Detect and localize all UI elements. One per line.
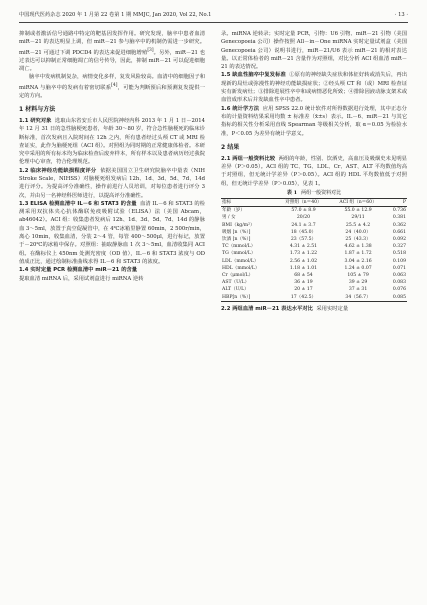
cell-control: 18（45.0） [290,229,317,235]
cell-p: 0.085 [386,294,407,302]
cell-aci: 55.0 ± 12.9 [344,208,372,214]
cell-p: 0.092 [392,237,406,243]
table-row [221,236,407,243]
cell-indicator: HDL（mmol/L） [222,265,260,271]
table-row [221,258,407,265]
cell-aci: 1.87 ± 1.72 [344,251,372,257]
table-row [221,265,407,272]
col-header-indicator: 指标 [221,199,277,207]
section-heading-methods: 1 材料与方法 [19,105,56,113]
subsection-title: 1.1 研究对象 [19,117,52,124]
section-heading-results: 2 结果 [221,143,240,151]
cell-aci: 3.04 ± 2.16 [344,258,372,264]
cell-p: 0.661 [392,229,406,235]
table-number: 表 1 [286,190,298,197]
page-number: · 13 · [394,12,408,18]
subsection-title: 2.1 两组一般资料比较 [221,155,276,162]
subsection-title: 1.6 统计学方法 [221,105,260,112]
cell-p: 0.071 [392,265,406,271]
cell-control: 4.31 ± 2.51 [289,244,318,250]
cell-p: 0.083 [392,280,406,286]
right-column [221,30,407,598]
cell-control: 17（42.5） [277,294,331,302]
cell-indicator: 饮酒 [n（%）] [222,237,251,243]
cell-aci: 39 ± 29 [348,280,368,286]
subsection-title: 1.3 ELISA 检测血清中 IL－6 和 STAT3 的含量 [19,200,137,207]
citation-ref: [3] [147,47,154,53]
subsection-text: 采用实时定量 [316,305,349,312]
cell-control: 68 ± 54 [294,273,313,279]
cell-indicator: 吸烟 [n（%）] [222,229,251,235]
subsection-title: 1.2 临床神经功能缺损程度评分 [19,167,97,174]
left-column [19,30,205,598]
table-row [221,243,407,250]
cell-aci: 4.62 ± 1.38 [344,244,372,250]
col-header-control: 对照组（n＝40） [277,199,331,207]
cell-control: 24.1 ± 3.7 [291,222,316,228]
subsection-title: 1.5 缺血性脑卒中复发标准 [221,72,286,79]
cell-aci: 25（43.3） [345,237,371,243]
cell-aci: 1.24 ± 0.07 [344,265,372,271]
running-header [19,11,408,23]
table-row [221,229,407,236]
subsection-text: 选取山东省安丘市人民医院神经内科 2013 年 1 月 1 日－2014 年 12 月 31 日的急性脑梗死患者，年龄 30～80 岁，符合急性脑梗死的临床诊断标准，首次发病且入院时间在 12h 之内，所有患者经过头颅 CT 或 MRI 检查证实，此作为脑梗死组（ACI 组）。对照组为同时期的正常健康体检者。本研究中采用的所有标本均为临床检查后废弃样本，所有样本以及患者病历经过我院伦理中心审查，符合伦理规范。 [19,117,205,166]
cell-aci: 37 ± 31 [348,287,368,293]
cell-control: 2.56 ± 1.02 [289,258,318,264]
cell-aci: 105 ± 79 [347,273,369,279]
subsection-text: 提取血清 miRNA 后，采用试剂盒进行 miRNA 逆转 [19,275,144,282]
citation-ref: [4] [111,82,118,88]
cell-control: 1.73 ± 1.22 [289,251,318,257]
table-1 [221,189,407,302]
col-header-aci: ACI 组（n＝60） [330,199,385,207]
subsection-2-2 [221,305,407,313]
subsection-1-3 [19,200,205,266]
cell-p: 0.362 [392,222,406,228]
cell-indicator: AST（U/L） [222,280,250,286]
table-header-row [221,199,407,207]
subsection-1-1 [19,117,205,167]
table-caption [221,189,407,198]
cell-control: 36 ± 19 [294,280,313,286]
cell-p: 0.381 [392,215,406,221]
cell-indicator: TG（mmol/L） [222,251,256,257]
cell-control: 20 ± 17 [294,287,313,293]
intro-paragraph-1 [19,30,205,73]
table-row [221,272,407,279]
subsection-1-2 [19,167,205,200]
table-row [221,294,407,302]
continued-paragraph: 录。miRNA 逆转录；实时定量 PCR，引物：U6 引物、miR－21 引物（美国 Genecopoeia 公司）操作按照 All－in－One miRNA 实时定量试剂盒（美国 Genecopoeia 公司）说明书进行，miR－21/U6 表示 miR－21 的相对表达量。以正常体检者的 miR－21 含量作为对照组，对比分析 ACI 组血清 miR－21 的表达情况。 [221,31,407,71]
table-row [221,222,407,229]
cell-p: 0.063 [392,273,406,279]
cell-aci: 34（56.7） [330,294,385,302]
intro-paragraph-2 [19,73,205,100]
table-row [221,207,407,215]
cell-indicator: LDL（mmol/L） [222,258,259,264]
cell-p: 0.109 [392,258,406,264]
intro-text: 。另外，miR－21 也过表达可以抑制正常细胞凋亡的信号传导，因此，抑制 miR－21 可以促进细胞凋亡。 [19,49,205,72]
cell-p: 0.736 [392,208,406,214]
cell-p: 0.076 [392,287,406,293]
cell-p: 0.327 [392,244,406,250]
cell-indicator: TC（mmol/L） [222,244,256,250]
table-row [221,214,407,221]
subsection-text: 依据美国国立卫生研究院脑卒中量表（NIH Stroke Scale，NIHSS）对脑梗死组发病后 12h、1d、3d、5d、7d、14d 进行评分。为提高评分准确性，操作前进行人员培训，对每位患者进行评分 3 次，并由另一名神经科医师进行，以提高评分准确性。 [19,167,205,199]
table-row [221,250,407,257]
cell-indicator: 年龄（岁） [222,208,245,214]
cell-indicator: ALT（U/L） [222,287,249,293]
subsection-1-5 [221,71,407,104]
subsection-text: ①原有的神经缺失症状和体征好转或消失后，再出现新的局灶或弥漫性的神经功能缺损症状；②经头颅 CT 和（或）MRI 检查证实有新发病灶；③排除进展性卒中和或病情恶化所致；④排除因液动脉支架术或血管成形术后并发缺血性卒中患者。 [221,72,407,104]
cell-control: 57.0 ± 8.9 [291,208,316,214]
cell-control: 1.18 ± 1.01 [289,265,318,271]
table-title: 两组一般资料对比 [301,190,342,197]
subsection-title: 1.4 实时定量 PCR 检测血清中 miR－21 的含量 [19,267,138,274]
cell-control: 23（57.5） [290,237,317,243]
cell-aci: 24（40.0） [345,229,371,235]
table-row [221,286,407,293]
cell-indicator: 男 / 女 [222,215,236,221]
cell-aci: 29/11 [351,215,365,221]
subsection-title: 2.2 两组血清 miR－21 表达水平对比 [221,305,313,312]
cell-aci: 25.5 ± 4.2 [345,222,371,228]
subsection-text: 两组的年龄，性别、饮酒史，高血压及吸烟史未见明显差异（P＞0.05）。ACI 组的 TC、TG、LDL、Cr、AST、ALT 平均数值均高于对照组，但无统计学差异（P＞0.05）。ACI 组的 HDL 平均数值低于对照组，但无统计学差异（P＞0.05），见表 1。 [221,155,407,187]
subsection-text: 应用 SPSS 22.0 统计软件对所得数据进行处理，其中正态分布的计量资料结果采用均数 ± 标准差（x̄±s）表示。IL－6、miR－21 与其它指标的相关性分析采用直线 Spearman 等级相关分析，取 α＝0.05 为检验水准，P＜0.05 为差异有统计学意义。 [221,105,407,137]
table-body [221,207,407,302]
cell-indicator: HBP[n（%）] [221,294,277,302]
intro-text: ，可能为判断预后和预测复发提供一定的方向。 [19,84,205,99]
subsection-2-1 [221,155,407,188]
subsection-text: 血清 IL－6 和 STAT3 的检测采用双抗体夹心抗体酶联免疫吸附试验（ELISA）法（美国 Abcam，ab46042）。ACI 组：收集患者发病后 12h、1d、3d、5d、7d、14d 的静脉血 3～5ml，放置于真空促凝管中，在 4℃冰箱里静置 60min，2 500r/min，离心 10min，收集血清，分装 2～4 管，每管 400～500μl，进行标记，放置于－20℃的冰箱中保存。对照组：抽取静脉血 1 次 3～5ml，血清收集同 ACI 组。在酶标仪上 450nm 处测光密度（OD 值），IL－6 和 STAT3 浓度与 OD 值成正比，通过绘制标准曲线求得 IL－6 和 STAT3 的浓度。 [19,200,205,265]
journal-citation: 中国现代医药杂志 2020 年 1 月第 22 卷第 1 期 MMJC, Jan 2020, Vol 22, No.1 [19,12,212,18]
table-row [221,279,407,286]
cell-indicator: BMI（kg/m²） [222,222,255,228]
subsection-1-6 [221,105,407,138]
col-header-p: P [386,199,407,207]
subsection-1-4 [19,266,205,283]
cell-p: 0.518 [392,251,406,257]
intro-text: 脑卒中发病机制复杂，病情变化多样，复发风险较高。血清中的细胞因子和 miRNA 与脑卒中的发病有着密切联系 [19,74,205,91]
cell-control: 20/20 [296,215,311,221]
cell-indicator: Cr（μmol/L） [222,273,254,279]
intro-text: 抑制或者激活信号通路中特定的靶基因发挥作用。研究发现，脑卒中患者血清 miR－21 的表达明显上调，但 miR－21 参与脑卒中的机制仍需进一步研究。miR－21 可通过下调 PDCD4 的表达来促进细胞增殖 [19,31,205,56]
